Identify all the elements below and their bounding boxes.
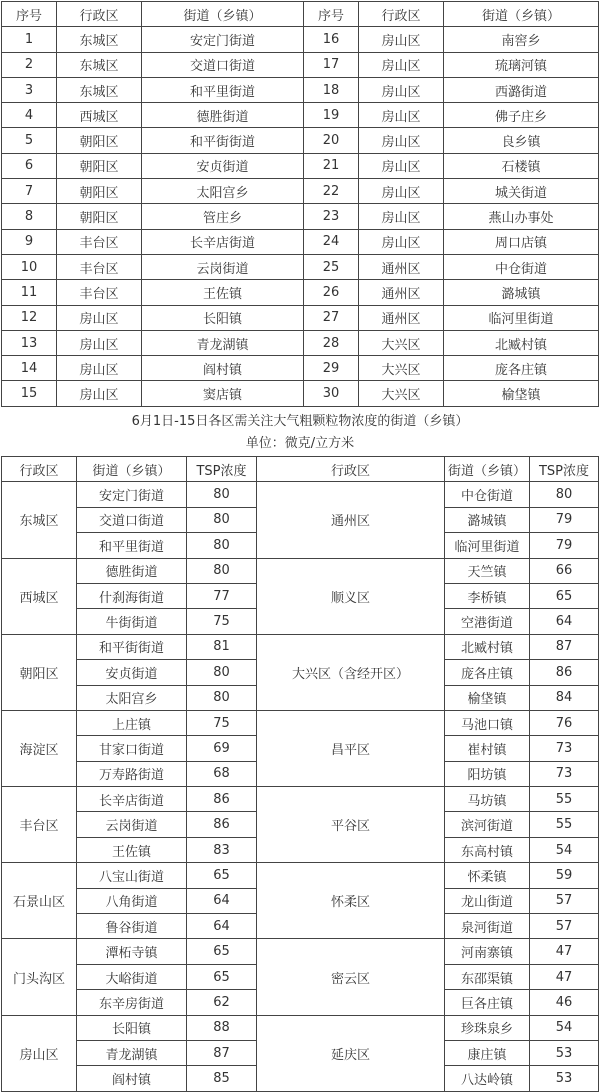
tsp-value-cell: 86	[187, 787, 257, 812]
table-cell: 3	[2, 77, 57, 102]
table-cell: 26	[304, 280, 359, 305]
tsp-value-cell: 80	[187, 482, 257, 507]
table-cell: 长阳镇	[142, 305, 304, 330]
table-cell: 管庄乡	[142, 204, 304, 229]
table-row	[2, 634, 599, 659]
table-cell: 房山区	[57, 381, 142, 406]
table-title: 6月1日-15日各区需关注大气粗颗粒物浓度的街道（乡镇）	[131, 414, 469, 429]
tsp-value-cell: 73	[530, 736, 599, 761]
table-row	[2, 1015, 599, 1040]
street-cell: 滨河街道	[445, 812, 530, 837]
table-row	[2, 27, 599, 52]
header-cell: 序号	[2, 2, 57, 27]
street-cell: 庞各庄镇	[445, 660, 530, 685]
tsp-value-cell: 80	[187, 558, 257, 583]
header-cell: 街道（乡镇）	[77, 457, 187, 482]
district-cell: 西城区	[2, 558, 77, 634]
district-cell: 海淀区	[2, 710, 77, 786]
street-cell: 怀柔镇	[445, 863, 530, 888]
table-cell: 房山区	[57, 356, 142, 381]
tsp-value-cell: 64	[187, 888, 257, 913]
table-row	[2, 128, 599, 153]
table-cell: 25	[304, 254, 359, 279]
table-cell: 8	[2, 204, 57, 229]
table-cell: 房山区	[359, 52, 444, 77]
table-cell: 云岗街道	[142, 254, 304, 279]
table-cell: 朝阳区	[57, 128, 142, 153]
tsp-value-cell: 55	[530, 787, 599, 812]
tsp-value-cell: 76	[530, 710, 599, 735]
street-cell: 什刹海街道	[77, 583, 187, 608]
district-cell: 朝阳区	[2, 634, 77, 710]
street-cell: 阎村镇	[77, 1066, 187, 1091]
table-cell: 16	[304, 27, 359, 52]
table-cell: 28	[304, 330, 359, 355]
street-cell: 云岗街道	[77, 812, 187, 837]
district-cell: 大兴区（含经开区）	[257, 634, 445, 710]
street-cell: 东邵渠镇	[445, 964, 530, 989]
table-cell: 房山区	[359, 128, 444, 153]
table-row	[2, 52, 599, 77]
district-cell: 平谷区	[257, 787, 445, 863]
table-row	[2, 254, 599, 279]
table-cell: 6	[2, 153, 57, 178]
table-cell: 房山区	[57, 330, 142, 355]
street-cell: 天竺镇	[445, 558, 530, 583]
table-cell: 大兴区	[359, 356, 444, 381]
street-cell: 德胜街道	[77, 558, 187, 583]
table-cell: 石楼镇	[444, 153, 599, 178]
tsp-value-cell: 87	[187, 1040, 257, 1065]
street-cell: 康庄镇	[445, 1040, 530, 1065]
table-row	[2, 482, 599, 507]
tsp-value-cell: 75	[187, 710, 257, 735]
street-cell: 龙山街道	[445, 888, 530, 913]
district-cell: 怀柔区	[257, 863, 445, 939]
tsp-value-cell: 80	[187, 533, 257, 558]
table-cell: 王佐镇	[142, 280, 304, 305]
tsp-value-cell: 86	[187, 812, 257, 837]
street-cell: 牛街街道	[77, 609, 187, 634]
tsp-value-cell: 65	[187, 863, 257, 888]
table-cell: 通州区	[359, 305, 444, 330]
header-cell: 街道（乡镇）	[445, 457, 530, 482]
district-cell: 石景山区	[2, 863, 77, 939]
table-row	[2, 787, 599, 812]
table-cell: 东城区	[57, 77, 142, 102]
tsp-value-cell: 69	[187, 736, 257, 761]
table-cell: 城关街道	[444, 179, 599, 204]
table-cell: 27	[304, 305, 359, 330]
table-cell: 9	[2, 229, 57, 254]
street-cell: 东高村镇	[445, 837, 530, 862]
table-cell: 丰台区	[57, 280, 142, 305]
tsp-value-cell: 87	[530, 634, 599, 659]
tsp-value-cell: 75	[187, 609, 257, 634]
street-cell: 崔村镇	[445, 736, 530, 761]
street-cell: 鲁谷街道	[77, 914, 187, 939]
tsp-value-cell: 57	[530, 888, 599, 913]
table-cell: 14	[2, 356, 57, 381]
table-cell: 良乡镇	[444, 128, 599, 153]
table-cell: 15	[2, 381, 57, 406]
table-cell: 临河里街道	[444, 305, 599, 330]
tsp-value-cell: 80	[530, 482, 599, 507]
tsp-value-cell: 57	[530, 914, 599, 939]
table-cell: 房山区	[359, 27, 444, 52]
table-cell: 东城区	[57, 27, 142, 52]
street-cell: 安定门街道	[77, 482, 187, 507]
tsp-value-cell: 66	[530, 558, 599, 583]
table-cell: 通州区	[359, 254, 444, 279]
street-cell: 太阳宫乡	[77, 685, 187, 710]
table-cell: 4	[2, 103, 57, 128]
table-cell: 23	[304, 204, 359, 229]
table-cell: 榆垡镇	[444, 381, 599, 406]
table-row	[2, 330, 599, 355]
table-cell: 22	[304, 179, 359, 204]
street-cell: 王佐镇	[77, 837, 187, 862]
header-cell: TSP浓度	[187, 457, 257, 482]
tsp-value-cell: 59	[530, 863, 599, 888]
table-cell: 29	[304, 356, 359, 381]
street-cell: 潞城镇	[445, 507, 530, 532]
tsp-value-cell: 46	[530, 990, 599, 1015]
table-cell: 太阳宫乡	[142, 179, 304, 204]
unit-label: 单位：微克/立方米	[245, 436, 355, 451]
table-cell: 中仓街道	[444, 254, 599, 279]
table-cell: 朝阳区	[57, 204, 142, 229]
tsp-value-cell: 54	[530, 1015, 599, 1040]
header-cell: TSP浓度	[530, 457, 599, 482]
tsp-value-cell: 84	[530, 685, 599, 710]
tsp-value-cell: 83	[187, 837, 257, 862]
street-cell: 青龙湖镇	[77, 1040, 187, 1065]
district-cell: 丰台区	[2, 787, 77, 863]
street-cell: 空港街道	[445, 609, 530, 634]
tsp-value-cell: 64	[530, 609, 599, 634]
table-cell: 南窖乡	[444, 27, 599, 52]
table-cell: 西城区	[57, 103, 142, 128]
tsp-value-cell: 65	[187, 939, 257, 964]
table-row	[2, 381, 599, 406]
table-cell: 7	[2, 179, 57, 204]
tsp-value-cell: 80	[187, 685, 257, 710]
street-cell: 和平街街道	[77, 634, 187, 659]
tsp-value-cell: 47	[530, 939, 599, 964]
street-cell: 河南寨镇	[445, 939, 530, 964]
street-cell: 潭柘寺镇	[77, 939, 187, 964]
table-cell: 燕山办事处	[444, 204, 599, 229]
tsp-value-cell: 62	[187, 990, 257, 1015]
table-cell: 房山区	[359, 204, 444, 229]
district-cell: 东城区	[2, 482, 77, 558]
table-cell: 朝阳区	[57, 153, 142, 178]
table-cell: 11	[2, 280, 57, 305]
table-cell: 5	[2, 128, 57, 153]
table-cell: 20	[304, 128, 359, 153]
table-cell: 19	[304, 103, 359, 128]
table-cell: 通州区	[359, 280, 444, 305]
table-cell: 大兴区	[359, 381, 444, 406]
table-cell: 阎村镇	[142, 356, 304, 381]
table-cell: 庞各庄镇	[444, 356, 599, 381]
tsp-value-cell: 85	[187, 1066, 257, 1091]
ranking-table	[1, 1, 599, 407]
table-cell: 丰台区	[57, 254, 142, 279]
table-row	[2, 558, 599, 583]
table-row	[2, 280, 599, 305]
street-cell: 泉河街道	[445, 914, 530, 939]
street-cell: 珍珠泉乡	[445, 1015, 530, 1040]
table-row	[2, 863, 599, 888]
header-cell: 街道（乡镇）	[444, 2, 599, 27]
tsp-value-cell: 54	[530, 837, 599, 862]
tsp-value-cell: 65	[530, 583, 599, 608]
street-cell: 北臧村镇	[445, 634, 530, 659]
district-cell: 昌平区	[257, 710, 445, 786]
tsp-value-cell: 86	[530, 660, 599, 685]
tsp-value-cell: 53	[530, 1040, 599, 1065]
table-cell: 1	[2, 27, 57, 52]
street-cell: 东辛房街道	[77, 990, 187, 1015]
table-cell: 长辛店街道	[142, 229, 304, 254]
table-cell: 房山区	[359, 179, 444, 204]
tsp-value-cell: 55	[530, 812, 599, 837]
street-cell: 临河里街道	[445, 533, 530, 558]
table-row	[2, 229, 599, 254]
table-cell: 大兴区	[359, 330, 444, 355]
district-cell: 顺义区	[257, 558, 445, 634]
header-cell: 行政区	[57, 2, 142, 27]
header-cell: 行政区	[2, 457, 77, 482]
table-row	[2, 179, 599, 204]
street-cell: 马池口镇	[445, 710, 530, 735]
street-cell: 和平里街道	[77, 533, 187, 558]
table-cell: 青龙湖镇	[142, 330, 304, 355]
table-cell: 安贞街道	[142, 153, 304, 178]
street-cell: 安贞街道	[77, 660, 187, 685]
table-row	[2, 103, 599, 128]
street-cell: 马坊镇	[445, 787, 530, 812]
street-cell: 八角街道	[77, 888, 187, 913]
street-cell: 大峪街道	[77, 964, 187, 989]
table-cell: 佛子庄乡	[444, 103, 599, 128]
tsp-value-cell: 88	[187, 1015, 257, 1040]
table-cell: 房山区	[359, 103, 444, 128]
table-cell: 德胜街道	[142, 103, 304, 128]
street-cell: 巨各庄镇	[445, 990, 530, 1015]
header-cell: 行政区	[359, 2, 444, 27]
table-header-row	[2, 457, 599, 482]
table-cell: 潞城镇	[444, 280, 599, 305]
tsp-value-cell: 53	[530, 1066, 599, 1091]
table-cell: 房山区	[359, 77, 444, 102]
table-row	[2, 305, 599, 330]
table-cell: 西潞街道	[444, 77, 599, 102]
street-cell: 李桥镇	[445, 583, 530, 608]
table-cell: 13	[2, 330, 57, 355]
street-cell: 阳坊镇	[445, 761, 530, 786]
tsp-value-cell: 79	[530, 533, 599, 558]
table-cell: 周口店镇	[444, 229, 599, 254]
table-header-row	[2, 2, 599, 27]
street-cell: 长辛店街道	[77, 787, 187, 812]
table-cell: 10	[2, 254, 57, 279]
table-row	[2, 153, 599, 178]
table-row	[2, 356, 599, 381]
tsp-value-cell: 81	[187, 634, 257, 659]
table-cell: 丰台区	[57, 229, 142, 254]
table-cell: 窦店镇	[142, 381, 304, 406]
table-cell: 21	[304, 153, 359, 178]
tsp-value-cell: 47	[530, 964, 599, 989]
street-cell: 万寿路街道	[77, 761, 187, 786]
table-cell: 房山区	[359, 229, 444, 254]
tsp-value-cell: 80	[187, 507, 257, 532]
table-cell: 12	[2, 305, 57, 330]
table-cell: 琉璃河镇	[444, 52, 599, 77]
table-cell: 安定门街道	[142, 27, 304, 52]
table-cell: 和平街街道	[142, 128, 304, 153]
district-cell: 门头沟区	[2, 939, 77, 1015]
district-cell: 密云区	[257, 939, 445, 1015]
table-cell: 2	[2, 52, 57, 77]
table-cell: 朝阳区	[57, 179, 142, 204]
street-cell: 上庄镇	[77, 710, 187, 735]
tsp-value-cell: 68	[187, 761, 257, 786]
table-cell: 30	[304, 381, 359, 406]
header-cell: 序号	[304, 2, 359, 27]
table-cell: 房山区	[359, 153, 444, 178]
table-cell: 24	[304, 229, 359, 254]
tsp-value-cell: 80	[187, 660, 257, 685]
header-cell: 行政区	[257, 457, 445, 482]
street-cell: 榆垡镇	[445, 685, 530, 710]
tsp-value-cell: 79	[530, 507, 599, 532]
table-row	[2, 939, 599, 964]
street-cell: 交道口街道	[77, 507, 187, 532]
header-cell: 街道（乡镇）	[142, 2, 304, 27]
street-cell: 八宝山街道	[77, 863, 187, 888]
tsp-value-cell: 65	[187, 964, 257, 989]
table-cell: 房山区	[57, 305, 142, 330]
table-row	[2, 204, 599, 229]
tsp-value-cell: 73	[530, 761, 599, 786]
street-cell: 八达岭镇	[445, 1066, 530, 1091]
table-cell: 东城区	[57, 52, 142, 77]
tsp-value-cell: 77	[187, 583, 257, 608]
district-cell: 延庆区	[257, 1015, 445, 1091]
table-cell: 北臧村镇	[444, 330, 599, 355]
table-cell: 18	[304, 77, 359, 102]
street-cell: 甘家口街道	[77, 736, 187, 761]
tsp-table	[1, 456, 599, 1092]
table-cell: 17	[304, 52, 359, 77]
street-cell: 中仓街道	[445, 482, 530, 507]
tsp-value-cell: 64	[187, 914, 257, 939]
table-cell: 交道口街道	[142, 52, 304, 77]
district-cell: 通州区	[257, 482, 445, 558]
table-row	[2, 710, 599, 735]
district-cell: 房山区	[2, 1015, 77, 1091]
table-row	[2, 77, 599, 102]
table-cell: 和平里街道	[142, 77, 304, 102]
street-cell: 长阳镇	[77, 1015, 187, 1040]
